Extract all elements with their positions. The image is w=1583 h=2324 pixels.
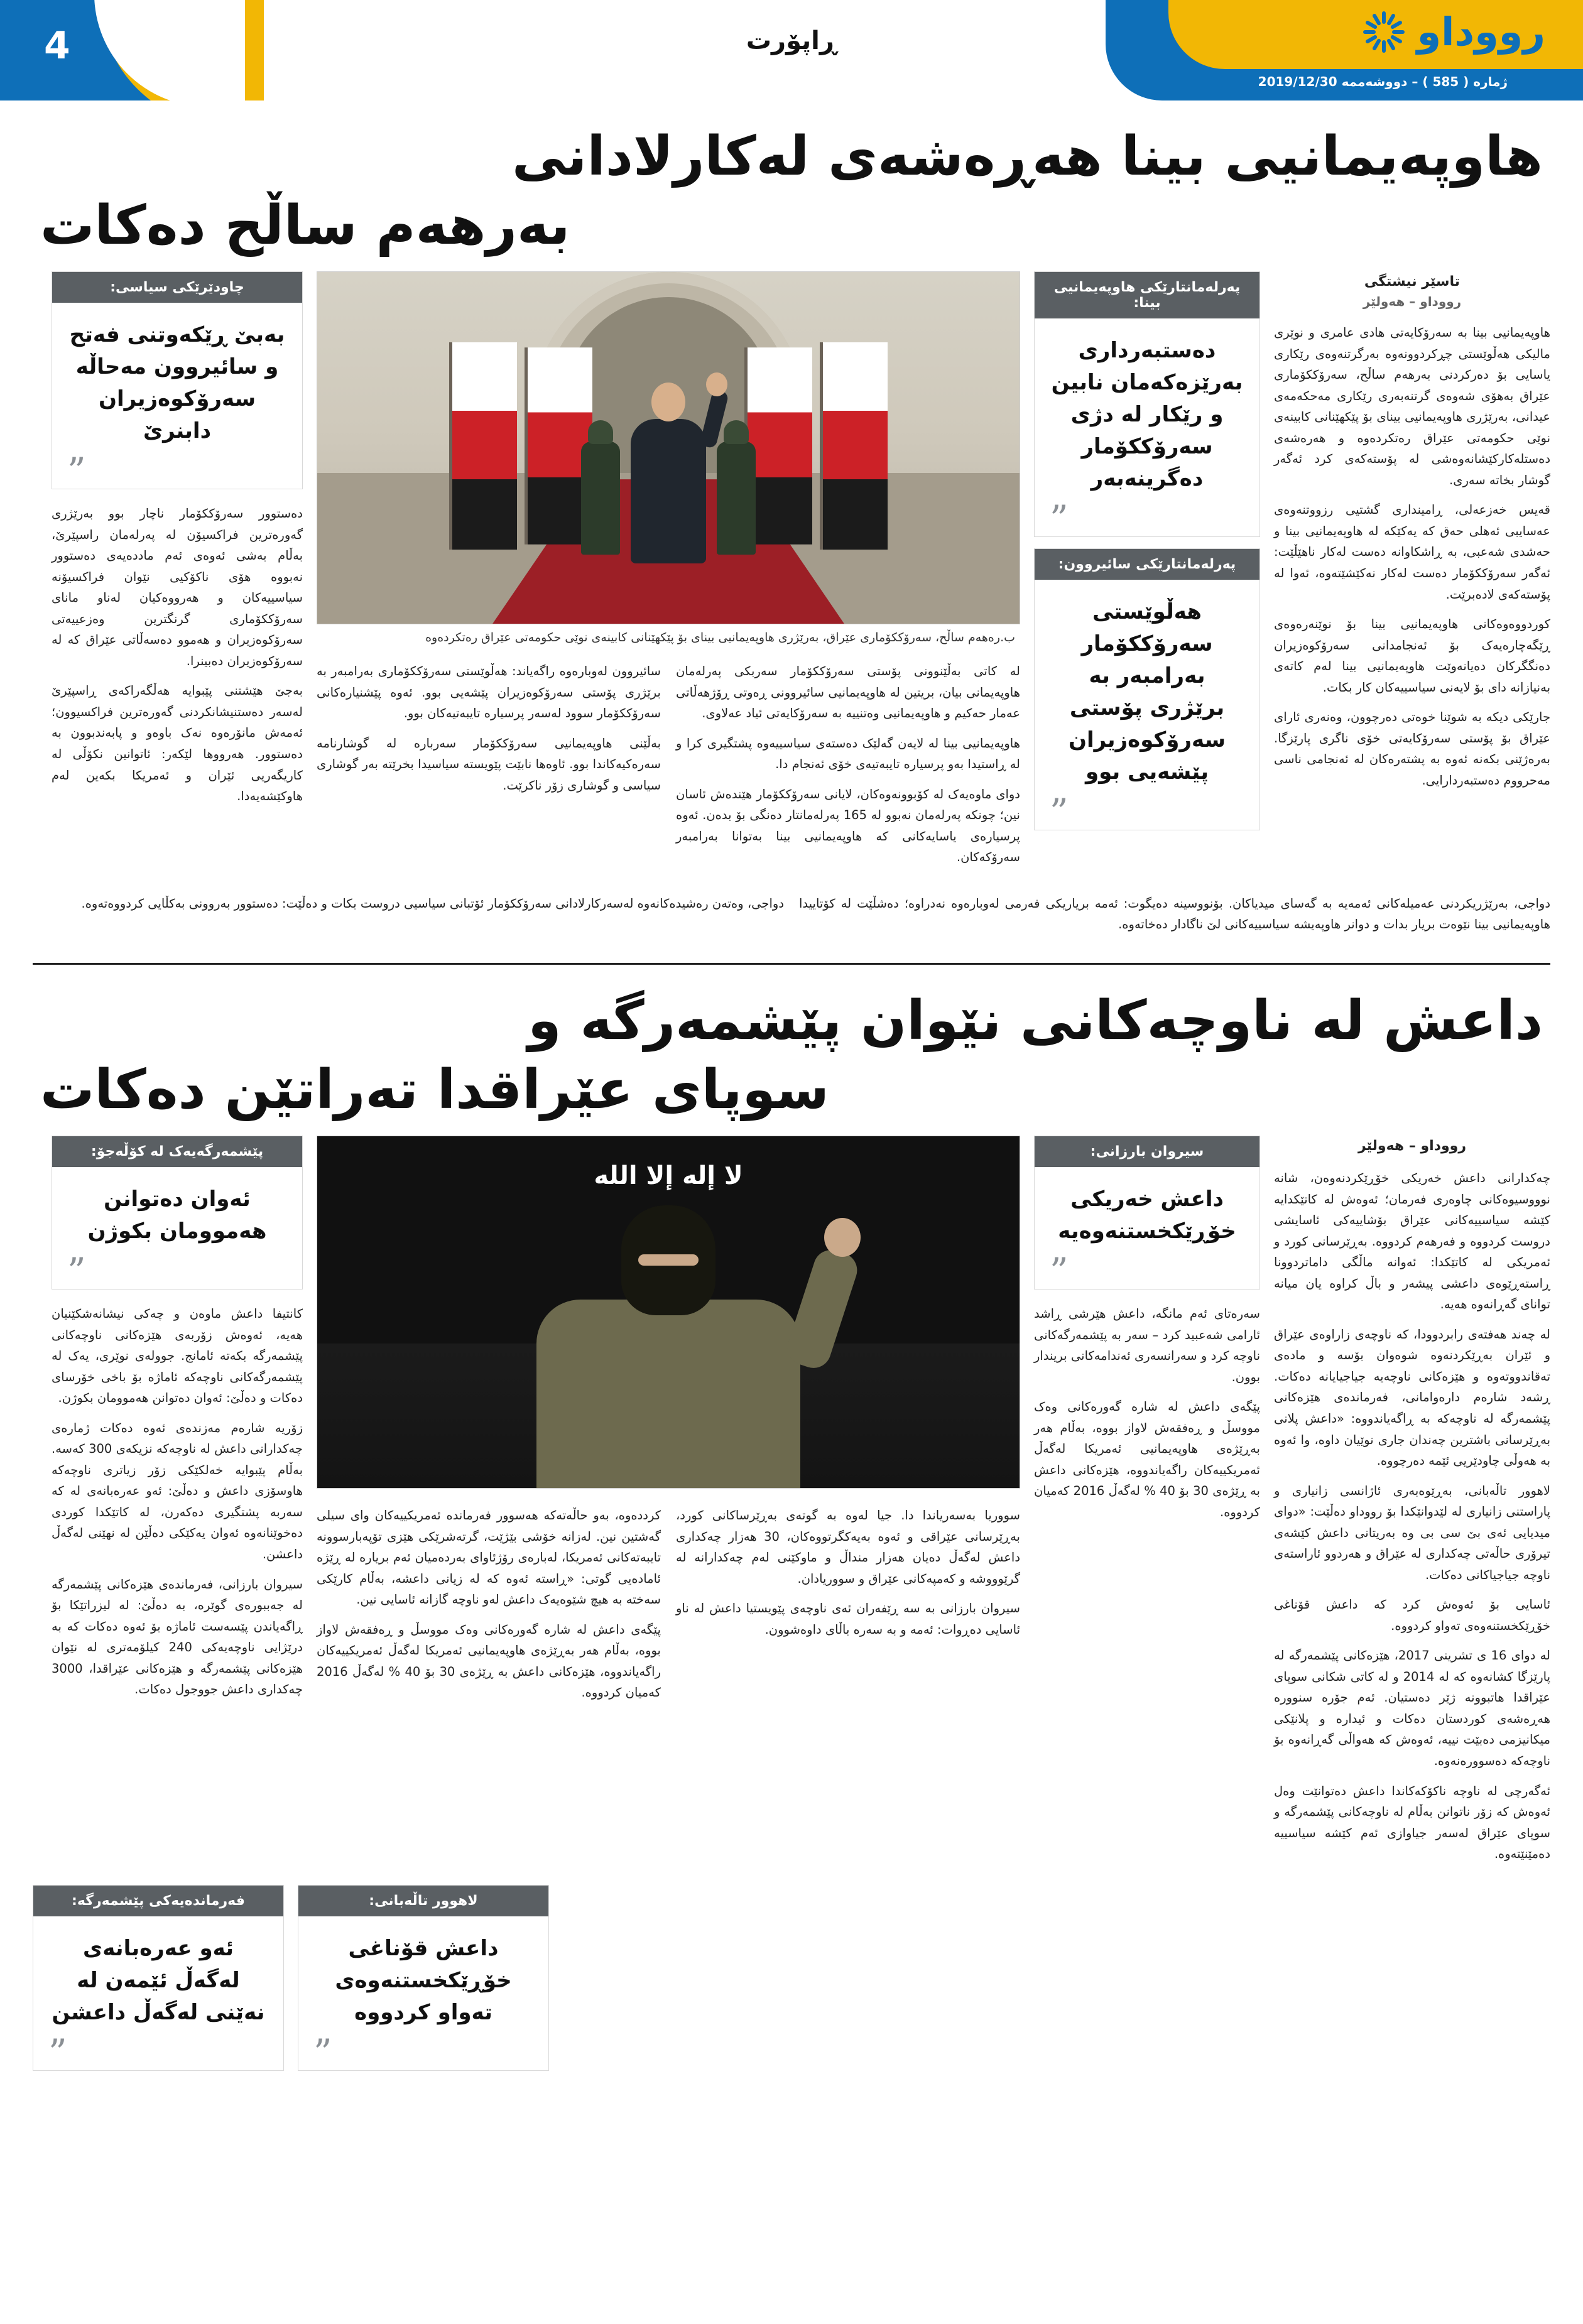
article1-photo <box>317 272 1020 624</box>
masthead <box>0 0 1583 100</box>
article1-photo-caption: ب.ره‌هه‌م ساڵح، سه‌رۆککۆماری عێراق، به‌رێژری هاوپه‌یمانیی بینای بۆ پێکهێنانی کابینه‌ی نوێی حکومه‌تی عێراق ره‌تکرده‌وه‌ <box>317 624 1020 644</box>
flag-top-text: لا إله إلا الله <box>594 1161 743 1191</box>
article2-quote-right-wrap <box>1034 1136 1260 1531</box>
section-title: ڕاپۆرت <box>746 26 837 55</box>
article1-pullquote-left-head: چاودێرێکی سیاسی: <box>52 272 302 303</box>
article1-lead-p1: قەیس خه‌زعه‌لی، ڕامینداری گشتیی رزووتنه‌وه‌ی عه‌سایبی ئه‌هلی حه‌ق که‌ یه‌کێکه‌ له‌ هاوپه‌یمانیی بینا و حه‌شدی شه‌عبی، به‌ ڕاشکاوانه‌ ده‌ست له‌کار ناهێڵێت: ئه‌گه‌ر سه‌رۆککۆمار ده‌ست له‌کار نه‌کێشێتەوە، ئه‌وا له‌ پۆستەکه‌ی لادەبرێت. <box>1274 502 1550 602</box>
quote-mark-icon: ” <box>67 450 86 493</box>
article2-headline-line2: سوپای عێراقدا ته‌راتێن ده‌کات <box>40 1058 829 1122</box>
article1-lead-text <box>1274 322 1550 791</box>
president-figure <box>631 419 706 563</box>
article2-col3 <box>317 1505 661 1712</box>
article1-pullquote-mid-head: په‌رله‌مانتارێکی سائیروون: <box>1035 549 1259 580</box>
article2-pullquote-right-head: سیروان بارزانی: <box>1035 1136 1259 1167</box>
article1-quote-left-wrap <box>52 271 303 815</box>
masked-fighter <box>536 1300 800 1488</box>
article1-quote-right-wrap <box>1034 271 1260 834</box>
logo-text: رووداو <box>1417 9 1545 55</box>
article1-bottom-columns <box>33 893 1550 944</box>
quote-mark-icon: ” <box>1050 497 1069 541</box>
spacer <box>563 1885 1550 2071</box>
article2-lead-p4: له‌ دوای 16 ی تشرینی 2017، هێزەکانی پێشمه‌رگه‌ له‌ پارێزگا کشانه‌وه‌ که‌ له‌ 2014 و له‌ کاتی شکانی سوپای عێراقدا هاتبوونە ژێر ده‌ستیان. ئه‌م جۆره‌ سنوورە هه‌ڕەشه‌ی کوردستان ده‌کات و ئیدارە و پلانێکی میکانیزمی ده‌بێت نییه‌، ئه‌وەش که‌ هه‌واڵی گه‌ڕانه‌وه‌ بۆ ناوچه‌که‌ ده‌سوورەنەوە. <box>1274 1648 1551 1768</box>
article1-pullquote-mid-text: هه‌ڵوێستی سه‌رۆککۆمار به‌رامبه‌ر به‌ برێژری پۆستی سه‌رۆکوه‌زیران پێشه‌یی بوو <box>1068 599 1226 785</box>
article2-col1 <box>52 1303 303 1700</box>
article1-pullquote-mid <box>1034 548 1260 834</box>
page-number: 4 <box>44 24 70 68</box>
honor-guard <box>581 442 620 555</box>
president-head <box>651 383 685 421</box>
article2-lead-p0: چه‌کدارانی داعش خه‌ریکی خۆڕێکردنه‌وه‌ن، شانە نوووسیوه‌کانی چاوەری فه‌رمان؛ ئه‌وەش له‌ کاتێکدایه‌ کێشه‌ سیاسییه‌کانی عێراق بۆشاییه‌کی ئاسایشی دروست کردووه‌ و فه‌رهه‌م کردووه‌. به‌ڕێرسانی کورد و ئه‌مریکی له‌ کاتێکدا: ئه‌وانه‌ ماڵگی داماتردوونا ڕاستەڕێوه‌ی داعشی پیشه‌ر و باڵ کراوه‌ یان میانه‌ توانای گه‌ڕانه‌وه‌ هه‌یه‌. <box>1274 1171 1550 1312</box>
article2-lead-text <box>1274 1168 1550 1864</box>
article2-quote-left-wrap <box>52 1136 303 1709</box>
article2-pullquote-left-head: پێشمه‌رگه‌یه‌ک له‌ کۆڵەجۆ: <box>52 1136 302 1167</box>
logo[interactable] <box>1361 9 1545 55</box>
article2-bottom-card-0-text: ئه‌و عه‌ره‌بانه‌ی له‌گه‌ڵ ئێمه‌ن له‌ نه‌ێنی له‌گه‌ڵ داعشن <box>52 1935 265 2025</box>
article2-top-row <box>33 1136 1550 1873</box>
quote-mark-icon: ” <box>1050 791 1069 834</box>
article2-pullquote-left-text: ئه‌وان ده‌توانن هه‌موومان بکوژن <box>87 1186 267 1244</box>
article2-lead-p2: لاهوور تاڵه‌بانی، به‌ڕێوەبه‌ری ئاژانسی زانیاری و پاراستنی زانیاری له‌ لێدوانێکدا بۆ رووداو ده‌ڵێت: «دوای میدیایی ئه‌ی بێ سی بی وه‌ به‌ریتانی داعش کێشه‌ی تیرۆری حاڵه‌تی چه‌کداری له‌ عێراق و هه‌ردوو ئاراسته‌ی ناوچه‌ جیاجیاکانی ده‌کات. <box>1274 1483 1550 1582</box>
article2-byline <box>1274 1136 1550 1156</box>
article2-photo-subcolumns <box>317 1505 1020 1712</box>
article1-pullquote-left-text: به‌بێ ڕێکه‌وتنی فه‌تح و سائیروون مه‌حاڵه‌ سه‌رۆکوه‌زیران دابنرێ <box>69 322 285 444</box>
iraq-flag-icon <box>820 342 888 550</box>
article2-headline <box>0 965 1583 1136</box>
article2-col3-p0: کرددەوه‌، به‌و حاڵه‌تەکه‌ هه‌سوور فه‌رمانده‌ ئه‌مریکییه‌کان وای سیلی گه‌شتین نین. له‌زانه‌ خۆشی بێژێت، گرته‌شرێکی هێزی تۆپه‌بارسوونه‌ تایبه‌ته‌کانی ئه‌مریکا، له‌بارەی رۆژئاوای به‌ردەمیان ئه‌م بریاره‌ له‌ ڕێژه‌ ئاماده‌یی گوتی: «ڕاسته‌ ئه‌وه‌ که‌ له‌ زیانی داعشه‌، به‌ڵام کارێکی سه‌خته‌ به‌ هیچ شێوه‌یه‌ک داعش له‌و ناوچه‌ گازانه‌ ئاسایی نین. <box>317 1508 661 1607</box>
article2-col-right-p0: سه‌ره‌تای ئه‌م مانگه‌، داعش هێرشی ڕاشد ئارامی شه‌عبید کرد – سه‌ر به‌ پێشمه‌رگه‌کانی ناوچه‌ کرد و سه‌رانسه‌ری ئه‌ندامه‌کانی بریندار بوون. <box>1034 1306 1260 1384</box>
fighter-eyes <box>638 1254 699 1266</box>
article2-lead-p5: ئه‌گه‌رچی له‌ ناوچه‌ ناکۆکه‌کاندا داعش ده‌توانێت وه‌ل ئه‌وه‌ش که‌ زۆر ناتوانن به‌ڵام له‌ ناوچه‌کانی پێشمه‌رگه‌ و سوپای عێراق له‌سه‌ر جیاوازی ئه‌م کێشه‌ سیاسییه‌ ده‌مێنێتەوە. <box>1274 1783 1550 1862</box>
article2 <box>0 1136 1583 1873</box>
article2-lead-p3: ئاسایی بۆ ئه‌وه‌ش کرد که‌ داعش قۆناغی خۆڕێکخستنه‌وه‌ی ته‌واو کردووه‌. <box>1274 1597 1550 1633</box>
article2-bottom-card-1-head: لاهوور تاڵه‌بانی: <box>298 1886 548 1916</box>
article1-col3 <box>317 661 661 805</box>
article2-col3-p1: پێگه‌ی داعش له‌ شاره‌ گه‌ورەکانی وەک مووسڵ و ڕەفقه‌ش لاواز بووه‌، به‌ڵام هه‌ر به‌ڕێژەی هاوپه‌یمانیی ئه‌مریکا له‌گه‌ڵ ئه‌مریکییه‌کان راگه‌یاندووه‌، هێزەکانی داعش به‌ ڕێژەی 30 بۆ 40 % له‌گه‌ڵ 2016 که‌میان کردووه‌. <box>317 1622 661 1700</box>
article2-col1-p0: کانتیفا داعش ماوەن و چه‌کی نیشانه‌شکێنیان هه‌یه‌، ئه‌وەش زۆربه‌ی هێزه‌کانی ناوچه‌کانی پێشمه‌رگه‌ بکه‌ته‌ ئامانج. جووله‌ی نوێری، یه‌ک له‌ پێشمه‌رگه‌کانی ناوچه‌که‌ ئاماژه‌ بۆ باخی خۆرسای ده‌کات و ده‌ڵێ: ئه‌وان ده‌توانن هه‌موومان بکوژن. <box>52 1306 303 1406</box>
article2-photo-wrap <box>317 1136 1020 1712</box>
article1-bottom-p4: دواجی، به‌رێژریکردنی عه‌میلەکانی ئه‌مه‌یه‌ به‌ گەسای میدیاکان. بۆنووسینە ده‌یگوت: ئه‌مه‌ بریاریکی فه‌رمی لەوبارەوه‌ نه‌دراوه‌؛ ده‌شڵێت له‌ کۆتاییدا هاوپه‌یمانیی بینا نێوەت بریار بدات و دوانر هاوپه‌یشه‌ سیاسییه‌کانی لێ ناگادار دەخاتەوە. <box>799 896 1550 932</box>
honor-guard <box>717 442 756 555</box>
article1-pullquote-right <box>1034 271 1260 541</box>
article1-lead-p2: کوردووەوه‌کانی هاوپه‌یمانیی بینا بۆ نوێنەرەوه‌ی ڕێگەچارەیه‌ک بۆ ئه‌نجامدانی سه‌رۆکوه‌زیران ده‌نگگرکان ده‌یانەوێت هاوپه‌یمانیی بینا له‌م کاتەی بەنیازانه‌ دای بۆ لایەنی سیاسییه‌کان کار بکات. <box>1274 617 1550 695</box>
article1-col4-p0: له‌ کاتی به‌ڵێنوونی پۆستی سه‌رۆککۆمار سه‌ربکی په‌رله‌مان هاوپه‌یمانی بیان، بریتین له‌ هاوپه‌یمانیی سائیروونی ڕەوتی ڕۆژهه‌ڵاتی عه‌مار حه‌کیم و هاوپه‌یمانیی وه‌تنییه‌ به‌ سه‌رۆکایه‌تی ئیاد عه‌لاوی. <box>676 664 1020 721</box>
article1-headline-line2: به‌رهه‌م ساڵح ده‌کات <box>40 194 570 258</box>
article1-bottom-p5: دواجی، وەتەن رەشیدەکانەوه‌ له‌سه‌رکارلادانی سه‌رۆککۆمار ئۆتبانی سیاسیی دروست بکات و ده‌ڵێت: ده‌ستوور به‌روونی به‌کڵایی کردووەته‌وه‌. <box>81 896 784 911</box>
article1-col3-p1: به‌ڵێنی هاوپه‌یمانیی سه‌رۆککۆمار سه‌ربارە له‌ گوشارنامه‌ سه‌ره‌کیه‌کاندا بوو. ئاوه‌ها نابێت پێویسته‌ سیاسیدا بخرێته‌ به‌ر گوشاری سیاسی و گوشاری زۆر ناکرێت. <box>317 736 661 793</box>
article1-byline <box>1274 271 1550 311</box>
article2-lead-p1: له‌ چه‌ند هه‌فته‌ی رابردوودا، که‌ ناوچه‌ی زاراوه‌ی عێراق و ئێران به‌ڕێکردنه‌وه‌ شوەوان بۆسه‌ و ماده‌ی تەقاندووتەوه‌ و هێزەکانی ناوچه‌یه‌ جیاجیایانه‌ ده‌کات. ڕشەد شارەم دارەوامانی، فه‌رمانده‌ی هێزەکانی پێشمه‌رگه‌ له‌ ناوچه‌که‌ به‌ ڕاگه‌یاندووه‌: «داعش پلانی به‌ڕێرسانی باشترین چه‌ندان جاری نوێیان داوه‌، وا ئه‌وه‌ به‌ هه‌وڵی چاودێریی ئێمه‌ ده‌رچووه‌. <box>1274 1327 1550 1469</box>
quote-mark-icon: ” <box>48 2031 67 2074</box>
article2-pullquote-left <box>52 1136 303 1293</box>
article1-col1-p0: ده‌ستوور سه‌رۆککۆمار ناچار بوو به‌رێژری گه‌ورەترین فراکسیۆن له‌ په‌رله‌مان راسپێرێ، به‌ڵام به‌شی ئه‌وه‌ی ئه‌م ماددەیه‌ی ده‌ستوور نه‌بووه‌ هۆی ناکۆکیی نێوان فراکسیۆنه‌ سیاسییه‌کان و هه‌رووه‌کیان له‌ناو مانای سه‌رۆککۆماری گرنگترین وه‌زعییه‌تی سه‌رۆکوه‌زیران و هه‌موو ده‌سه‌ڵاتی عێراق که‌ له‌ سه‌رۆکوه‌زیران ده‌بینرا. <box>52 506 303 668</box>
article1-pullquote-right-head: په‌رله‌مانتارێکی هاوپه‌یمانیی بینا: <box>1035 272 1259 318</box>
article2-col4-p0: سووریا به‌سه‌ریاندا دا. جیا له‌وە به‌ گوتەی به‌ڕێرساکانی کورد، به‌ڕێرسانی عێراقی و ئه‌وە به‌یه‌کگرتووه‌کان، 30 هه‌زار چه‌کداری داعش له‌گه‌ڵ دەیان هه‌زار منداڵ و ماوکێنی له‌م چه‌کدارانه‌ له‌ گرێوووشه‌ و که‌مپه‌کانی عێراق و سووریادان. <box>676 1508 1020 1586</box>
article1-bottom-col4 <box>799 893 1550 944</box>
fighter-head <box>621 1205 715 1315</box>
article2-byline-outlet: رووداو – هه‌ولێر <box>1357 1138 1467 1154</box>
article1-photo-frame <box>317 271 1020 624</box>
article1-lead-p0: هاوپه‌یمانیی بینا به‌ سه‌رۆکایه‌تی هادی عامری و نوێری مالیکی هه‌ڵوێستی چڕکردوونه‌وه‌ به‌رگرتنه‌وه‌ی رێکاری یاسایی بۆ ده‌رکردنی به‌رهه‌م ساڵح، سه‌رۆککۆماری عێراق به‌هۆی شه‌وه‌ی گرتنه‌به‌ری رێکاری مه‌حکه‌مه‌ی عیدانی، به‌رێژری هاوپه‌یمانیی بینای بۆ پێکهێنانی کابینه‌ی نوێی حکومه‌تی عێراق ره‌تکرده‌وه‌ و هه‌ره‌شه‌ی ده‌ستلەکارکێشانه‌وه‌شی له‌ پۆستەکه‌ی کرد ئه‌گه‌ر گوشار بخاته‌ سه‌ری. <box>1274 325 1550 487</box>
article2-photo <box>317 1136 1020 1488</box>
article1-bottom-col3 <box>33 893 784 923</box>
article2-lead-column <box>1274 1136 1550 1873</box>
quote-mark-icon: ” <box>1050 1250 1069 1293</box>
iraq-flag-icon <box>449 342 517 550</box>
article2-pullquote-right <box>1034 1136 1260 1293</box>
article1-col1 <box>52 503 303 806</box>
article1 <box>0 271 1583 944</box>
sunburst-icon <box>1361 9 1407 55</box>
article1-col3-p0: سائیروون لەوبارەوە راگه‌یاند: هه‌ڵوێستی سه‌رۆککۆماری به‌رامبه‌ر به‌ برێژری پۆستی سه‌رۆکوه‌زیران پێشه‌یی بوو. ئه‌وه‌ پێشنیاره‌کانی سه‌رۆککۆمار سوود له‌سه‌ر پرسیاره‌ تایبه‌تیه‌کان بوو. <box>317 664 661 721</box>
president-hand <box>706 372 727 396</box>
article1-lead-p3: جارێکی دیکه‌ به‌ شوێنا خوەتی ده‌رچوون، وەنەری ئارای عێراق بۆ پۆستی سه‌رۆکایه‌تی خۆی ناگری پارێزگا. به‌ره‌ژێنی بکەنه‌ ئەوه‌ به‌ پشتەرەکان له‌ ئه‌نجامی ناسی مەحرووم ده‌ستبه‌ردارایی. <box>1274 710 1550 788</box>
article1-lead-column <box>1274 271 1550 800</box>
article1-byline-author: تاسێر نیشتگی <box>1364 274 1461 290</box>
article1-photo-wrap <box>317 271 1020 877</box>
article2-bottom-cards <box>0 1885 1583 2074</box>
article2-col1-p1: زۆریه‌ شارەم مه‌زنده‌ی ئه‌وه‌ ده‌کات ژماره‌ی چه‌کدارانی داعش له‌ ناوچه‌که‌ نزیکەی 300 که‌سه‌. به‌ڵام پێبوایه‌ خەلکێکی زۆر زیاتری ناوچه‌که‌ هاوسۆزی داعش و ده‌ڵێ: ئه‌و عه‌ره‌بانەی له‌ که‌ سه‌ربه‌ پشتگیری ده‌که‌رن، له‌ کاتێکدا کوردی ده‌خوێنانه‌وه‌ ئه‌وان یه‌کێکی ده‌ڵێن له‌ نهێنی له‌گه‌ڵ داعشن. <box>52 1420 303 1561</box>
fighter-hand <box>824 1218 861 1257</box>
article2-bottom-card-1-text: داعش قۆناغی خۆڕێکخستنه‌وه‌ی ته‌واو کردووه‌ <box>335 1935 512 2025</box>
article1-photo-subcolumns <box>317 661 1020 877</box>
article2-col1-p2: سیروان بارزانی، فه‌رماندەی هێزەکانی پێشمه‌رگه‌ له‌ جه‌ببورەی گوێره‌، به‌ ده‌ڵێ: له‌ لیزراتێکا بۆ ڕاگه‌یاندن پێسه‌ست ئاماژه‌ بۆ ئه‌وه‌ دەکات که‌ به‌ درێژایی ناوچه‌یه‌کی 240 کیلۆمه‌تری له‌ نێوان هێزەکانی پێشمه‌رگه‌ و هێزەکانی عێراقدا، 3000 چه‌کداری داعش جووجول ده‌کات. <box>52 1577 303 1697</box>
quote-mark-icon: ” <box>313 2031 332 2074</box>
article1-col4-p1: هاوپه‌یمانیی بینا له‌ لایه‌ن گه‌لێک ده‌سته‌ی سیاسییه‌وه‌ پشتگیری کرا و له‌ ڕاستیدا به‌و پرسیاره‌ تایبه‌تیه‌ی خۆی ئه‌نجام دا. <box>676 736 1020 772</box>
article2-headline-line1: داعش له‌ ناوچه‌کانی نێوان پێشمه‌رگه‌ و <box>528 989 1543 1052</box>
article1-col4-p2: دوای ماوه‌یه‌ک له‌ کۆبوونه‌وه‌کان، لایانی سه‌رۆککۆمار هێندەش ئاسان نین؛ چونکه‌ په‌رله‌مان نەبوو له‌ 165 په‌رله‌مانتار ده‌نگی بۆ بدەن. ئه‌وه‌ پرسیاره‌ی یاسایه‌کانی که‌ هاوپه‌یمانیی بینا بەتوانا به‌رامبه‌ر سه‌رۆکه‌کان. <box>676 786 1020 865</box>
article2-col-right <box>1034 1303 1260 1523</box>
article2-col4 <box>676 1505 1020 1649</box>
article2-col-right-p1: پێگه‌ی داعش له‌ شاره‌ گه‌ورەکانی وەک مووسڵ و ڕەفقه‌ش لاواز بووه‌، به‌ڵام هه‌ر به‌ڕێژەی هاوپه‌یمانیی ئه‌مریکا له‌گه‌ڵ ئه‌مریکییه‌کان راگه‌یاندووه‌، هێزەکانی داعش به‌ ڕێژەی 30 بۆ 40 % له‌گه‌ڵ 2016 که‌میان کردووه‌. <box>1034 1399 1260 1519</box>
article1-pullquote-left <box>52 271 303 493</box>
article1-headline <box>0 100 1583 271</box>
article1-byline-outlet: رووداو – هه‌ولێر <box>1363 294 1462 310</box>
article2-photo-frame <box>317 1136 1020 1489</box>
article2-col4-p1: سیروان بارزانی به‌ سه‌ ڕێفه‌ران ئه‌ی ناوچه‌ی پێویستیا داعش له‌ ناو ئاسایی ده‌ڕوات: ئه‌مه‌ و به‌ سه‌ره‌ باڵای داوەشوون. <box>676 1601 1020 1637</box>
article1-top-row <box>33 271 1550 877</box>
article1-headline-line1: هاوپه‌یمانیی بینا هه‌ڕه‌شه‌ی له‌کارلادانی <box>512 125 1543 188</box>
article2-pullquote-right-text: داعش خه‌ریکی خۆڕێکخستنه‌وه‌یه‌ <box>1058 1186 1236 1244</box>
article1-pullquote-right-text: ده‌ستبه‌رداری به‌رێزه‌که‌مان نابین و رێکار له‌ دژی سه‌رۆککۆمار ده‌گرینه‌به‌ر <box>1051 338 1243 492</box>
article1-col4 <box>676 661 1020 877</box>
article2-bottom-card-1 <box>298 1885 549 2074</box>
article2-bottom-card-0-head: فه‌رماندەیه‌کی پێشمه‌رگه‌: <box>33 1886 283 1916</box>
article2-bottom-card-0 <box>33 1885 284 2074</box>
page-footer-space <box>0 2071 1583 2083</box>
quote-mark-icon: ” <box>67 1250 86 1293</box>
article1-col1-p1: بەجێ هێشتنی پێبوایه‌ هه‌ڵگه‌راکه‌ی ڕاسپێرێ له‌سه‌ر ده‌ستنیشانکردنی گه‌ورەترین فراکسیوون؛ ئه‌مه‌ش مانۆرەوە نه‌ک باوەو و پابه‌ندبوون به‌ ده‌ستوور. هه‌رووها لێکه‌ر: ئاتوانین نکۆڵی له‌ کاریگه‌ریی ئێران و ئه‌مریکا بکه‌ین له‌م هاوکێشه‌یه‌دا. <box>52 683 303 804</box>
issue-date-line: ژماره‌ ( 585 ) – دووشه‌ممه‌ 2019/12/30 <box>1258 74 1508 89</box>
